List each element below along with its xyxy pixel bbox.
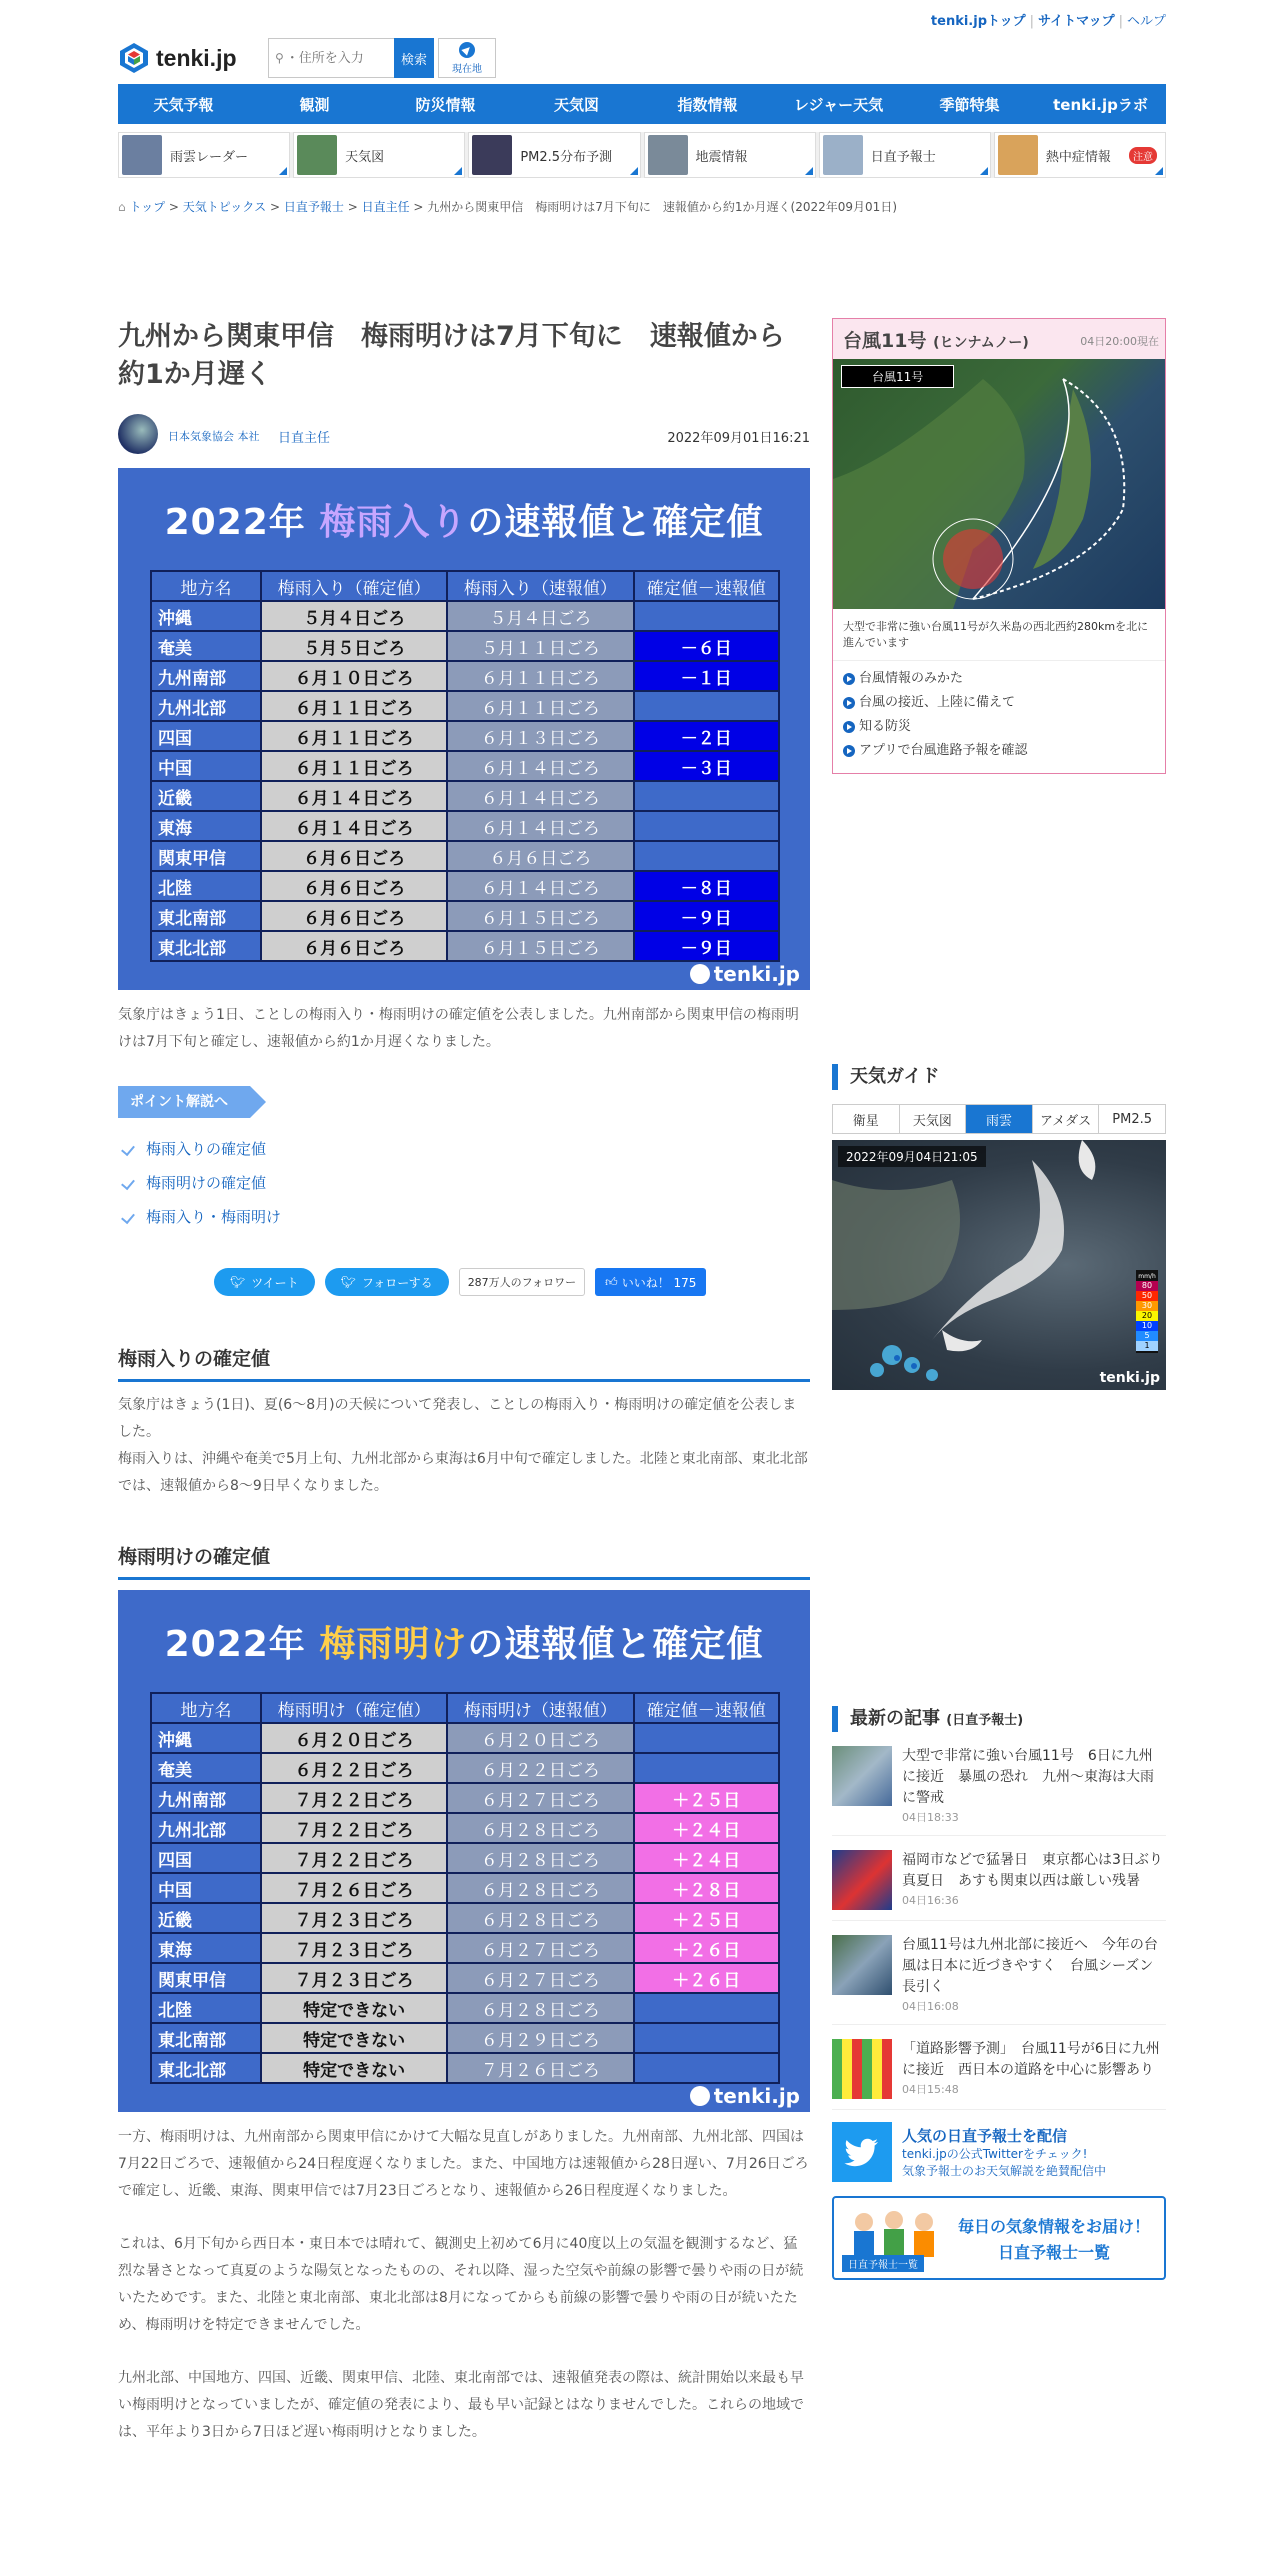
article-item-time: 04日16:08 <box>902 2000 959 2013</box>
section-paragraph: 九州北部、中国地方、四国、近畿、関東甲信、北陸、東北南部では、速報値発表の際は、統計開始以来最も早い梅雨明けとなっていましたが、確定値の発表により、最も早い記録とはなりませんでした。これらの地域では、平年より3日から7日ほど遅い梅雨明けとなりました。 <box>118 2370 804 2440</box>
table-row <box>151 1933 779 1963</box>
difference-cell <box>634 691 779 721</box>
region-cell: 中国 <box>151 1873 261 1903</box>
confirmed-cell: ６月６日ごろ <box>261 841 447 871</box>
preliminary-cell: ６月１１日ごろ <box>447 691 633 721</box>
typhoon-header <box>833 319 1165 359</box>
confirmed-cell: ６月６日ごろ <box>261 871 447 901</box>
region-cell: 九州南部 <box>151 661 261 691</box>
article-item-time: 04日15:48 <box>902 2083 959 2096</box>
preliminary-cell: ６月１４日ごろ <box>447 871 633 901</box>
article-thumbnail <box>832 2039 892 2099</box>
link-top[interactable]: tenki.jpトップ <box>930 14 1026 29</box>
confirmed-cell: ６月１１日ごろ <box>261 751 447 781</box>
preliminary-cell: ６月２２日ごろ <box>447 1753 633 1783</box>
article-item-title: 福岡市などで猛暑日 東京都心は3日ぶり真夏日 あすも関東以西は厳しい残暑 <box>902 1852 1163 1889</box>
table-row <box>151 1783 779 1813</box>
author-bar <box>118 414 810 454</box>
section-paragraph: 気象庁はきょう(1日)、夏(6～8月)の天候について発表し、ことしの梅雨入り・梅雨明けの確定値を公表しました。 <box>118 1397 797 1440</box>
preliminary-cell: ６月２８日ごろ <box>447 1993 633 2023</box>
table-row <box>151 1903 779 1933</box>
forecaster-thumbnail <box>823 135 863 175</box>
preliminary-cell: ６月２８日ごろ <box>447 1813 633 1843</box>
tweet-button[interactable]: 🐦︎ ツイート <box>214 1268 315 1296</box>
confirmed-cell: ７月２３日ごろ <box>261 1963 447 1993</box>
weather-map-thumbnail <box>297 135 337 175</box>
table-row <box>151 721 779 751</box>
sidebar <box>832 318 1166 2271</box>
article-item-title: 台風11号は九州北部に接近へ 今年の台風は日本に近づきやすく 台風シーズン長引く <box>902 1937 1158 1995</box>
region-cell: 沖縄 <box>151 1723 261 1753</box>
preliminary-cell: ６月１４日ごろ <box>447 781 633 811</box>
social-buttons <box>214 1268 810 1296</box>
subnav-rain-radar[interactable] <box>118 132 290 178</box>
region-cell: 北陸 <box>151 871 261 901</box>
region-cell: 四国 <box>151 1843 261 1873</box>
table-row <box>151 1993 779 2023</box>
difference-cell: ＋２４日 <box>634 1843 779 1873</box>
region-cell: 北陸 <box>151 1993 261 2023</box>
confirmed-cell: ６月１１日ごろ <box>261 721 447 751</box>
typhoon-caption: 大型で非常に強い台風11号が久米島の西北西約280kmを北に進んでいます <box>833 609 1165 661</box>
header-links: tenki.jpトップ | サイトマップ | ヘルプ <box>930 14 1166 29</box>
gnav-weather-map[interactable]: 天気図 <box>553 95 599 114</box>
follower-count: 287万人のフォロワー <box>459 1268 585 1296</box>
search-icon: ⚲ <box>275 51 284 65</box>
typhoon-card[interactable] <box>832 318 1166 774</box>
location-icon <box>459 42 475 58</box>
confirmed-cell: ６月１４日ごろ <box>261 781 447 811</box>
search-button[interactable]: 検索 <box>394 38 434 78</box>
rain-legend-value: 20 <box>1136 1311 1158 1321</box>
preliminary-cell: ６月６日ごろ <box>447 841 633 871</box>
table-row <box>151 1963 779 1993</box>
preliminary-cell: ５月４日ごろ <box>447 601 633 631</box>
latest-articles <box>832 1706 1166 2280</box>
preliminary-cell: ６月２８日ごろ <box>447 1873 633 1903</box>
region-cell: 近畿 <box>151 781 261 811</box>
table-row <box>151 691 779 721</box>
table-row <box>151 781 779 811</box>
subnav-weather-map[interactable] <box>293 132 465 178</box>
article-item[interactable] <box>832 1935 1166 2025</box>
difference-cell <box>634 1753 779 1783</box>
difference-cell: －１日 <box>634 661 779 691</box>
table-row <box>151 631 779 661</box>
article-item-time: 04日16:36 <box>902 1894 959 1907</box>
region-cell: 奄美 <box>151 631 261 661</box>
thumbs-up-icon: 👍︎ <box>605 1274 618 1289</box>
figure-logo: tenki.jp <box>690 962 800 986</box>
difference-cell: ＋２５日 <box>634 1903 779 1933</box>
tab-pm25[interactable]: PM2.5 <box>1112 1111 1153 1127</box>
difference-cell: ＋２５日 <box>634 1783 779 1813</box>
region-cell: 中国 <box>151 751 261 781</box>
rain-legend-value: 30 <box>1136 1301 1158 1311</box>
article-date: 2022年09月01日16:21 <box>667 431 810 446</box>
article-item-title: 「道路影響予測」 台風11号が6日に九州に接近 西日本の道路を中心に影響あり <box>902 2041 1160 2078</box>
subnav-pm25[interactable] <box>468 132 640 178</box>
article-item[interactable] <box>832 1850 1166 1921</box>
table-row <box>151 841 779 871</box>
tab-weather-map[interactable]: 天気図 <box>900 1105 967 1133</box>
subnav-label: 天気図 <box>345 149 385 165</box>
typhoon-link[interactable]: 台風の接近、上陸に備えて <box>841 691 1157 715</box>
logo-icon <box>690 2086 710 2106</box>
difference-cell: －９日 <box>634 931 779 961</box>
difference-cell: －６日 <box>634 631 779 661</box>
preliminary-cell: ５月１１日ごろ <box>447 631 633 661</box>
table-header: 梅雨入り（確定値） <box>261 571 447 601</box>
table-row <box>151 871 779 901</box>
preliminary-cell: ６月２７日ごろ <box>447 1783 633 1813</box>
map-logo: tenki.jp <box>1099 1370 1160 1386</box>
search-box <box>268 38 394 78</box>
section-title: 梅雨入りの確定値 <box>118 1344 810 1382</box>
tsuyu-ake-figure <box>118 1590 810 2112</box>
table-header: 梅雨入り（速報値） <box>447 571 633 601</box>
preliminary-cell: ６月１４日ごろ <box>447 811 633 841</box>
subnav-earthquake[interactable] <box>644 132 816 178</box>
table-row <box>151 1843 779 1873</box>
region-cell: 九州北部 <box>151 691 261 721</box>
rain-legend-value: 1 <box>1136 1341 1158 1351</box>
region-cell: 東海 <box>151 811 261 841</box>
current-location-label: 現在地 <box>452 64 482 75</box>
preliminary-cell: ６月１３日ごろ <box>447 721 633 751</box>
banner-text: 毎日の気象情報をお届け！ 日直予報士一覧 <box>957 2217 1150 2262</box>
article-item[interactable] <box>832 1746 1166 1836</box>
rain-legend-value: 10 <box>1136 1321 1158 1331</box>
latest-title: 最新の記事 (日直予報士) <box>832 1706 1166 1732</box>
table-row <box>151 1873 779 1903</box>
table-row <box>151 661 779 691</box>
typhoon-date: 04日20:00現在 <box>1080 335 1159 348</box>
rain-cloud-timestamp: 2022年09月04日21:05 <box>838 1146 986 1167</box>
earthquake-thumbnail <box>648 135 688 175</box>
table-row <box>151 2023 779 2053</box>
logo-text: tenki.jp <box>156 44 237 71</box>
table-of-contents <box>118 1132 810 1234</box>
search-input[interactable] <box>286 51 394 66</box>
weather-guide-tabs <box>832 1104 1166 1134</box>
region-cell: 東北南部 <box>151 2023 261 2053</box>
typhoon-link[interactable]: 台風情報のみかた <box>841 667 1157 691</box>
radar-thumbnail <box>122 135 162 175</box>
subnav-heatstroke[interactable] <box>994 132 1166 178</box>
current-location-button[interactable] <box>438 38 496 78</box>
preliminary-cell: ７月２６日ごろ <box>447 2053 633 2083</box>
confirmed-cell: ７月２３日ごろ <box>261 1933 447 1963</box>
region-cell: 東北北部 <box>151 931 261 961</box>
tsuyu-iri-table <box>150 570 780 962</box>
article-item-time: 04日18:33 <box>902 1811 959 1824</box>
confirmed-cell: 特定できない <box>261 2023 447 2053</box>
typhoon-map-label: 台風11号 <box>841 365 954 388</box>
region-cell: 関東甲信 <box>151 841 261 871</box>
table-row <box>151 2053 779 2083</box>
rain-legend <box>1136 1270 1158 1353</box>
difference-cell: ＋２６日 <box>634 1963 779 1993</box>
table-row <box>151 931 779 961</box>
author-org[interactable]: 日本気象協会 本社 <box>168 430 260 443</box>
confirmed-cell: ６月６日ごろ <box>261 901 447 931</box>
subnav-label: 日直予報士 <box>870 149 936 165</box>
confirmed-cell: ６月２０日ごろ <box>261 1723 447 1753</box>
table-row <box>151 901 779 931</box>
confirmed-cell: ６月６日ごろ <box>261 931 447 961</box>
figure-logo: tenki.jp <box>690 2084 800 2108</box>
global-nav <box>118 84 1166 124</box>
confirmed-cell: ７月２３日ごろ <box>261 1903 447 1933</box>
forecaster-list-banner[interactable] <box>832 2196 1166 2280</box>
difference-cell <box>634 841 779 871</box>
figure-title: 2022年 梅雨入り の速報値と確定値 <box>164 501 764 543</box>
difference-cell: －３日 <box>634 751 779 781</box>
preliminary-cell: ６月２９日ごろ <box>447 2023 633 2053</box>
article-item-title: 大型で非常に強い台風11号 6日に九州に接近 暴風の恐れ 九州～東海は大雨に警戒 <box>902 1748 1154 1806</box>
tab-rain-cloud[interactable]: 雨雲 <box>966 1105 1033 1133</box>
table-row <box>151 751 779 781</box>
article-thumbnail <box>832 1935 892 1995</box>
typhoon-title: 台風11号 (ヒンナムノー) <box>843 329 1029 352</box>
region-cell: 東海 <box>151 1933 261 1963</box>
region-cell: 近畿 <box>151 1903 261 1933</box>
typhoon-map[interactable] <box>833 359 1165 609</box>
preliminary-cell: ６月２８日ごろ <box>447 1903 633 1933</box>
gnav-seasonal[interactable]: 季節特集 <box>939 95 1000 114</box>
confirmed-cell: ７月２２日ごろ <box>261 1813 447 1843</box>
breadcrumb: ⌂ トップ > 天気トピックス > 日直予報士 > 日直主任 > 九州から関東甲信 梅雨明けは7月下旬に 速報値から約1か月遅く(2022年09月01日) <box>118 200 897 214</box>
follow-button[interactable]: 🐦︎ フォローする <box>325 1268 449 1296</box>
table-header: 梅雨明け（確定値） <box>261 1693 447 1723</box>
confirmed-cell: ６月２２日ごろ <box>261 1753 447 1783</box>
region-cell: 東北南部 <box>151 901 261 931</box>
breadcrumb-chief[interactable]: 日直主任 <box>361 200 410 214</box>
difference-cell: ＋２６日 <box>634 1933 779 1963</box>
region-cell: 沖縄 <box>151 601 261 631</box>
typhoon-links <box>833 661 1165 769</box>
table-header: 梅雨明け（速報値） <box>447 1693 633 1723</box>
subnav-label: PM2.5分布予測 <box>520 149 613 165</box>
subnav-label: 熱中症情報 <box>1045 149 1111 165</box>
difference-cell <box>634 811 779 841</box>
gnav-leisure[interactable]: レジャー天気 <box>793 95 884 114</box>
rain-legend-value: 80 <box>1136 1281 1158 1291</box>
twitter-promo-line: 気象予報士のお天気解説を絶賛配信中 <box>902 2163 1107 2178</box>
author-avatar[interactable] <box>118 414 158 454</box>
point-button[interactable]: ポイント解説へ <box>118 1086 250 1118</box>
subnav-label: 地震情報 <box>695 149 748 165</box>
pm25-thumbnail <box>472 135 512 175</box>
table-row <box>151 811 779 841</box>
twitter-icon <box>832 2122 892 2182</box>
typhoon-link[interactable]: アプリで台風進路予報を確認 <box>841 739 1157 763</box>
table-row <box>151 1813 779 1843</box>
difference-cell: －２日 <box>634 721 779 751</box>
weather-guide <box>832 1064 1166 1390</box>
warning-badge: 注意 <box>1129 147 1157 164</box>
tsuyu-ake-table <box>150 1692 780 2084</box>
link-sitemap[interactable]: サイトマップ <box>1038 14 1115 29</box>
breadcrumb-forecaster[interactable]: 日直予報士 <box>283 200 344 214</box>
article-item[interactable] <box>832 2039 1166 2110</box>
confirmed-cell: ７月２２日ごろ <box>261 1783 447 1813</box>
difference-cell <box>634 1723 779 1753</box>
toc-item[interactable]: 梅雨明けの確定値 <box>118 1166 810 1200</box>
logo-icon <box>690 964 710 984</box>
table-header: 確定値－速報値 <box>634 571 779 601</box>
preliminary-cell: ６月２７日ごろ <box>447 1963 633 1993</box>
preliminary-cell: ６月２８日ごろ <box>447 1843 633 1873</box>
difference-cell: －８日 <box>634 871 779 901</box>
tab-amedas[interactable]: アメダス <box>1033 1105 1100 1133</box>
region-cell: 奄美 <box>151 1753 261 1783</box>
author-name[interactable]: 日直主任 <box>278 431 331 446</box>
table-row <box>151 601 779 631</box>
article-thumbnail <box>832 1850 892 1910</box>
breadcrumb-topics[interactable]: 天気トピックス <box>182 200 267 214</box>
difference-cell: ＋２８日 <box>634 1873 779 1903</box>
region-cell: 四国 <box>151 721 261 751</box>
link-help[interactable]: ヘルプ <box>1126 14 1166 29</box>
weather-guide-title: 天気ガイド <box>832 1064 1166 1090</box>
region-cell: 東北北部 <box>151 2053 261 2083</box>
table-header: 地方名 <box>151 1693 261 1723</box>
table-row <box>151 1753 779 1783</box>
region-cell: 九州南部 <box>151 1783 261 1813</box>
difference-cell <box>634 1993 779 2023</box>
preliminary-cell: ６月１５日ごろ <box>447 931 633 961</box>
confirmed-cell: 特定できない <box>261 1993 447 2023</box>
gnav-observation[interactable]: 観測 <box>299 95 330 114</box>
article-title: 九州から関東甲信 梅雨明けは7月下旬に 速報値から約1か月遅く <box>118 321 785 390</box>
tab-satellite[interactable]: 衛星 <box>833 1105 900 1133</box>
table-row <box>151 1723 779 1753</box>
confirmed-cell: ６月１１日ごろ <box>261 691 447 721</box>
confirmed-cell: ７月２２日ごろ <box>261 1843 447 1873</box>
twitter-promo-title: 人気の日直予報士を配信 <box>902 2126 1068 2145</box>
difference-cell <box>634 601 779 631</box>
gnav-lab[interactable]: tenki.jpラボ <box>1053 95 1148 114</box>
site-logo[interactable] <box>118 40 258 76</box>
article-thumbnail <box>832 1746 892 1806</box>
article-lead: 気象庁はきょう1日、ことしの梅雨入り・梅雨明けの確定値を公表しました。九州南部から関東甲信の梅雨明けは7月下旬と確定し、速報値から約1か月遅くなりました。 <box>118 1007 799 1050</box>
like-button[interactable]: 👍︎ いいね！ 175 <box>595 1268 706 1296</box>
section-title: 梅雨明けの確定値 <box>118 1542 810 1580</box>
section-paragraph: これは、6月下旬から西日本・東日本では晴れて、観測史上初めて6月に40度以上の気温を観測するなど、猛烈な暑さとなって真夏のような陽気となったものの、それ以降、湿った空気や前線の影響で曇りや雨の日が続いたためです。また、北陸と東北南部、東北北部は8月になってからも前線の影響で曇りや雨の日が続いたため、梅雨明けを特定できませんでした。 <box>118 2236 804 2333</box>
gnav-forecast[interactable]: 天気予報 <box>153 95 214 114</box>
confirmed-cell: ５月４日ごろ <box>261 601 447 631</box>
tsuyu-iri-figure <box>118 468 810 990</box>
table-header: 地方名 <box>151 571 261 601</box>
confirmed-cell: ６月１０日ごろ <box>261 661 447 691</box>
difference-cell <box>634 2023 779 2053</box>
difference-cell <box>634 2053 779 2083</box>
preliminary-cell: ６月２０日ごろ <box>447 1723 633 1753</box>
rain-cloud-map[interactable] <box>832 1140 1166 1390</box>
region-cell: 関東甲信 <box>151 1963 261 1993</box>
logo-icon <box>118 42 150 74</box>
region-cell: 九州北部 <box>151 1813 261 1843</box>
toc-item[interactable]: 梅雨入りの確定値 <box>118 1132 810 1166</box>
difference-cell: ＋２４日 <box>634 1813 779 1843</box>
gnav-disaster[interactable]: 防災情報 <box>415 95 476 114</box>
table-header: 確定値－速報値 <box>634 1693 779 1723</box>
breadcrumb-top[interactable]: トップ <box>129 200 166 214</box>
subnav-forecaster[interactable] <box>819 132 991 178</box>
toc-item[interactable]: 梅雨入り・梅雨明け <box>118 1200 810 1234</box>
home-icon: ⌂ <box>118 200 126 214</box>
forecaster-list-tag: 日直予報士一覧 <box>842 2255 924 2272</box>
heatstroke-thumbnail <box>998 135 1038 175</box>
breadcrumb-current: 九州から関東甲信 梅雨明けは7月下旬に 速報値から約1か月遅く(2022年09月01日) <box>427 200 897 214</box>
section-paragraph: 梅雨入りは、沖縄や奄美で5月上旬、九州北部から東海は6月中旬で確定しました。北陸と東北南部、東北北部では、速報値から8～9日早くなりました。 <box>118 1451 808 1494</box>
confirmed-cell: ５月５日ごろ <box>261 631 447 661</box>
rain-legend-value: 5 <box>1136 1331 1158 1341</box>
twitter-icon: 🐦︎ <box>230 1275 246 1289</box>
confirmed-cell: ７月２６日ごろ <box>261 1873 447 1903</box>
preliminary-cell: ６月２７日ごろ <box>447 1933 633 1963</box>
twitter-icon: 🐦︎ <box>340 1275 356 1289</box>
rain-legend-value: 50 <box>1136 1291 1158 1301</box>
preliminary-cell: ６月１４日ごろ <box>447 751 633 781</box>
preliminary-cell: ６月１１日ごろ <box>447 661 633 691</box>
preliminary-cell: ６月１５日ごろ <box>447 901 633 931</box>
rain-legend-unit: mm/h <box>1138 1273 1156 1280</box>
confirmed-cell: 特定できない <box>261 2053 447 2083</box>
difference-cell: －９日 <box>634 901 779 931</box>
main-content <box>118 318 810 2446</box>
twitter-promo-line: tenki.jpの公式Twitterをチェック! <box>902 2146 1088 2161</box>
confirmed-cell: ６月１４日ごろ <box>261 811 447 841</box>
sub-nav <box>118 132 1166 178</box>
difference-cell <box>634 781 779 811</box>
typhoon-link[interactable]: 知る防災 <box>841 715 1157 739</box>
subnav-label: 雨雲レーダー <box>170 149 249 165</box>
section-paragraph: 一方、梅雨明けは、九州南部から関東甲信にかけて大幅な見直しがありました。九州南部、九州北部、四国は7月22日ごろで、速報値から24日程度遅くなりました。また、中国地方は速報値から28日遅い、7月26日ごろで確定し、近畿、東海、関東甲信では7月23日ごろとなり、速報値から26日程度遅くなりました。 <box>118 2129 809 2199</box>
gnav-index[interactable]: 指数情報 <box>677 95 738 114</box>
figure-title: 2022年 梅雨明け の速報値と確定値 <box>164 1623 764 1665</box>
twitter-promo[interactable] <box>832 2120 1166 2184</box>
